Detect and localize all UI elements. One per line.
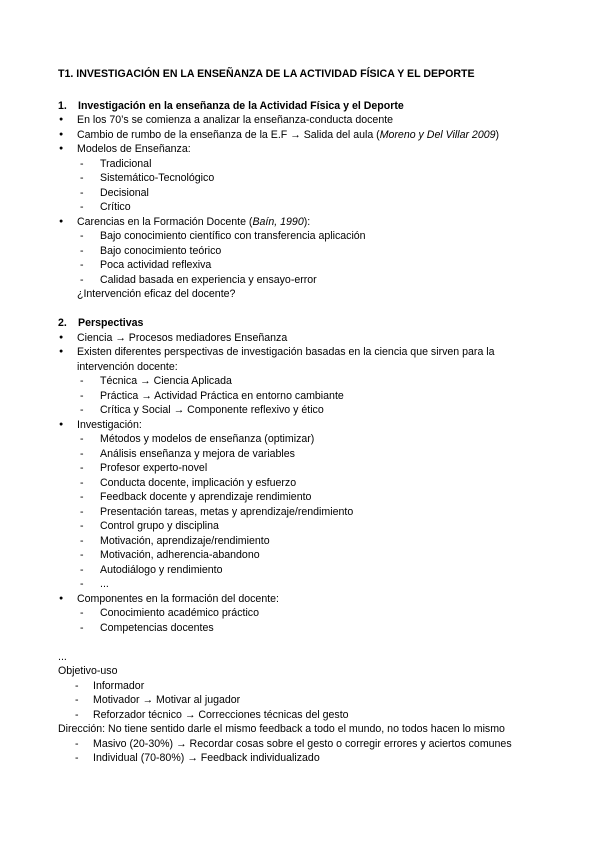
list-item: ● Existen diferentes perspectivas de investigación basadas en la ciencia que sirven para la — [58, 345, 560, 360]
list-item: ● Investigación: — [58, 418, 560, 433]
sub-item: - ... — [58, 577, 560, 592]
text: Carencias en la Formación Docente ( — [77, 215, 253, 228]
document-title: T1. INVESTIGACIÓN EN LA ENSEÑANZA DE LA ACTIVIDAD FÍSICA Y EL DEPORTE — [58, 68, 475, 80]
sub-item: - Crítica y Social → Componente reflexivo y ético — [58, 403, 560, 418]
section-1-title: Investigación en la enseñanza de la Actividad Física y el Deporte — [78, 99, 404, 112]
sub-item: - Sistemático-Tecnológico — [58, 171, 560, 186]
sub-item: - Profesor experto-novel — [58, 461, 560, 476]
ellipsis-text: ... — [58, 650, 67, 663]
direccion-text: Dirección: No tiene sentido darle el mismo feedback a todo el mundo, no todos hacen lo mismo — [58, 723, 505, 735]
section-2-heading — [58, 316, 560, 331]
sub-item: - Decisional — [58, 186, 560, 201]
sub-item: - Motivador → Motivar al jugador — [58, 693, 560, 708]
text: ) — [495, 128, 500, 141]
sub-item: - Control grupo y disciplina — [58, 519, 560, 534]
list-item: ● Modelos de Enseñanza: — [58, 142, 560, 157]
sub-item: - Conocimiento académico práctico — [58, 606, 560, 621]
text: Cambio de rumbo de la enseñanza de la E.F → Salida del aula ( — [77, 128, 380, 141]
sub-item: - Práctica → Actividad Práctica en entorno cambiante — [58, 389, 560, 404]
list-item — [58, 215, 560, 230]
section-1-number: 1. — [58, 99, 67, 112]
text: ): — [303, 215, 311, 228]
section-1-heading — [58, 99, 560, 114]
sub-item: - Bajo conocimiento teórico — [58, 244, 560, 259]
list-item: ● Ciencia → Procesos mediadores Enseñanza — [58, 331, 560, 346]
sub-item: - Métodos y modelos de enseñanza (optimizar) — [58, 432, 560, 447]
question-text: ¿Intervención eficaz del docente? — [77, 288, 236, 300]
sub-item: - Feedback docente y aprendizaje rendimiento — [58, 490, 560, 505]
list-item — [58, 128, 560, 143]
sub-item: - Reforzador técnico → Correcciones técnicas del gesto — [58, 708, 560, 723]
sub-item: - Motivación, aprendizaje/rendimiento — [58, 534, 560, 549]
section-2-title: Perspectivas — [78, 317, 144, 329]
sub-item: - Técnica → Ciencia Aplicada — [58, 374, 560, 389]
sub-item: - Individual (70-80%) → Feedback individualizado — [58, 751, 560, 766]
sub-item: - Masivo (20-30%) → Recordar cosas sobre el gesto o corregir errores y aciertos comunes — [58, 737, 560, 752]
sub-item: - Análisis enseñanza y mejora de variables — [58, 447, 560, 462]
sub-item: - Presentación tareas, metas y aprendizaje/rendimiento — [58, 505, 560, 520]
sub-item: - Crítico — [58, 200, 560, 215]
list-item-continuation: intervención docente: — [77, 360, 178, 373]
sub-item: - Tradicional — [58, 157, 560, 172]
objetivo-heading: Objetivo-uso — [58, 665, 118, 677]
sub-item: - Conducta docente, implicación y esfuerzo — [58, 476, 560, 491]
sub-item: - Informador — [58, 679, 560, 694]
list-item: ● En los 70’s se comienza a analizar la enseñanza-conducta docente — [58, 113, 560, 128]
list-item: ● Componentes en la formación del docente: — [58, 592, 560, 607]
citation: Baín, 1990 — [252, 215, 304, 228]
sub-item: - Poca actividad reflexiva — [58, 258, 560, 273]
sub-item: - Autodiálogo y rendimiento — [58, 563, 560, 578]
citation: Moreno y Del Villar 2009 — [379, 128, 496, 141]
sub-item: - Motivación, adherencia-abandono — [58, 548, 560, 563]
sub-item: - Competencias docentes — [58, 621, 560, 636]
sub-item: - Calidad basada en experiencia y ensayo-error — [58, 273, 560, 288]
section-2-number: 2. — [58, 317, 67, 329]
sub-item: - Bajo conocimiento científico con transferencia aplicación — [58, 229, 560, 244]
